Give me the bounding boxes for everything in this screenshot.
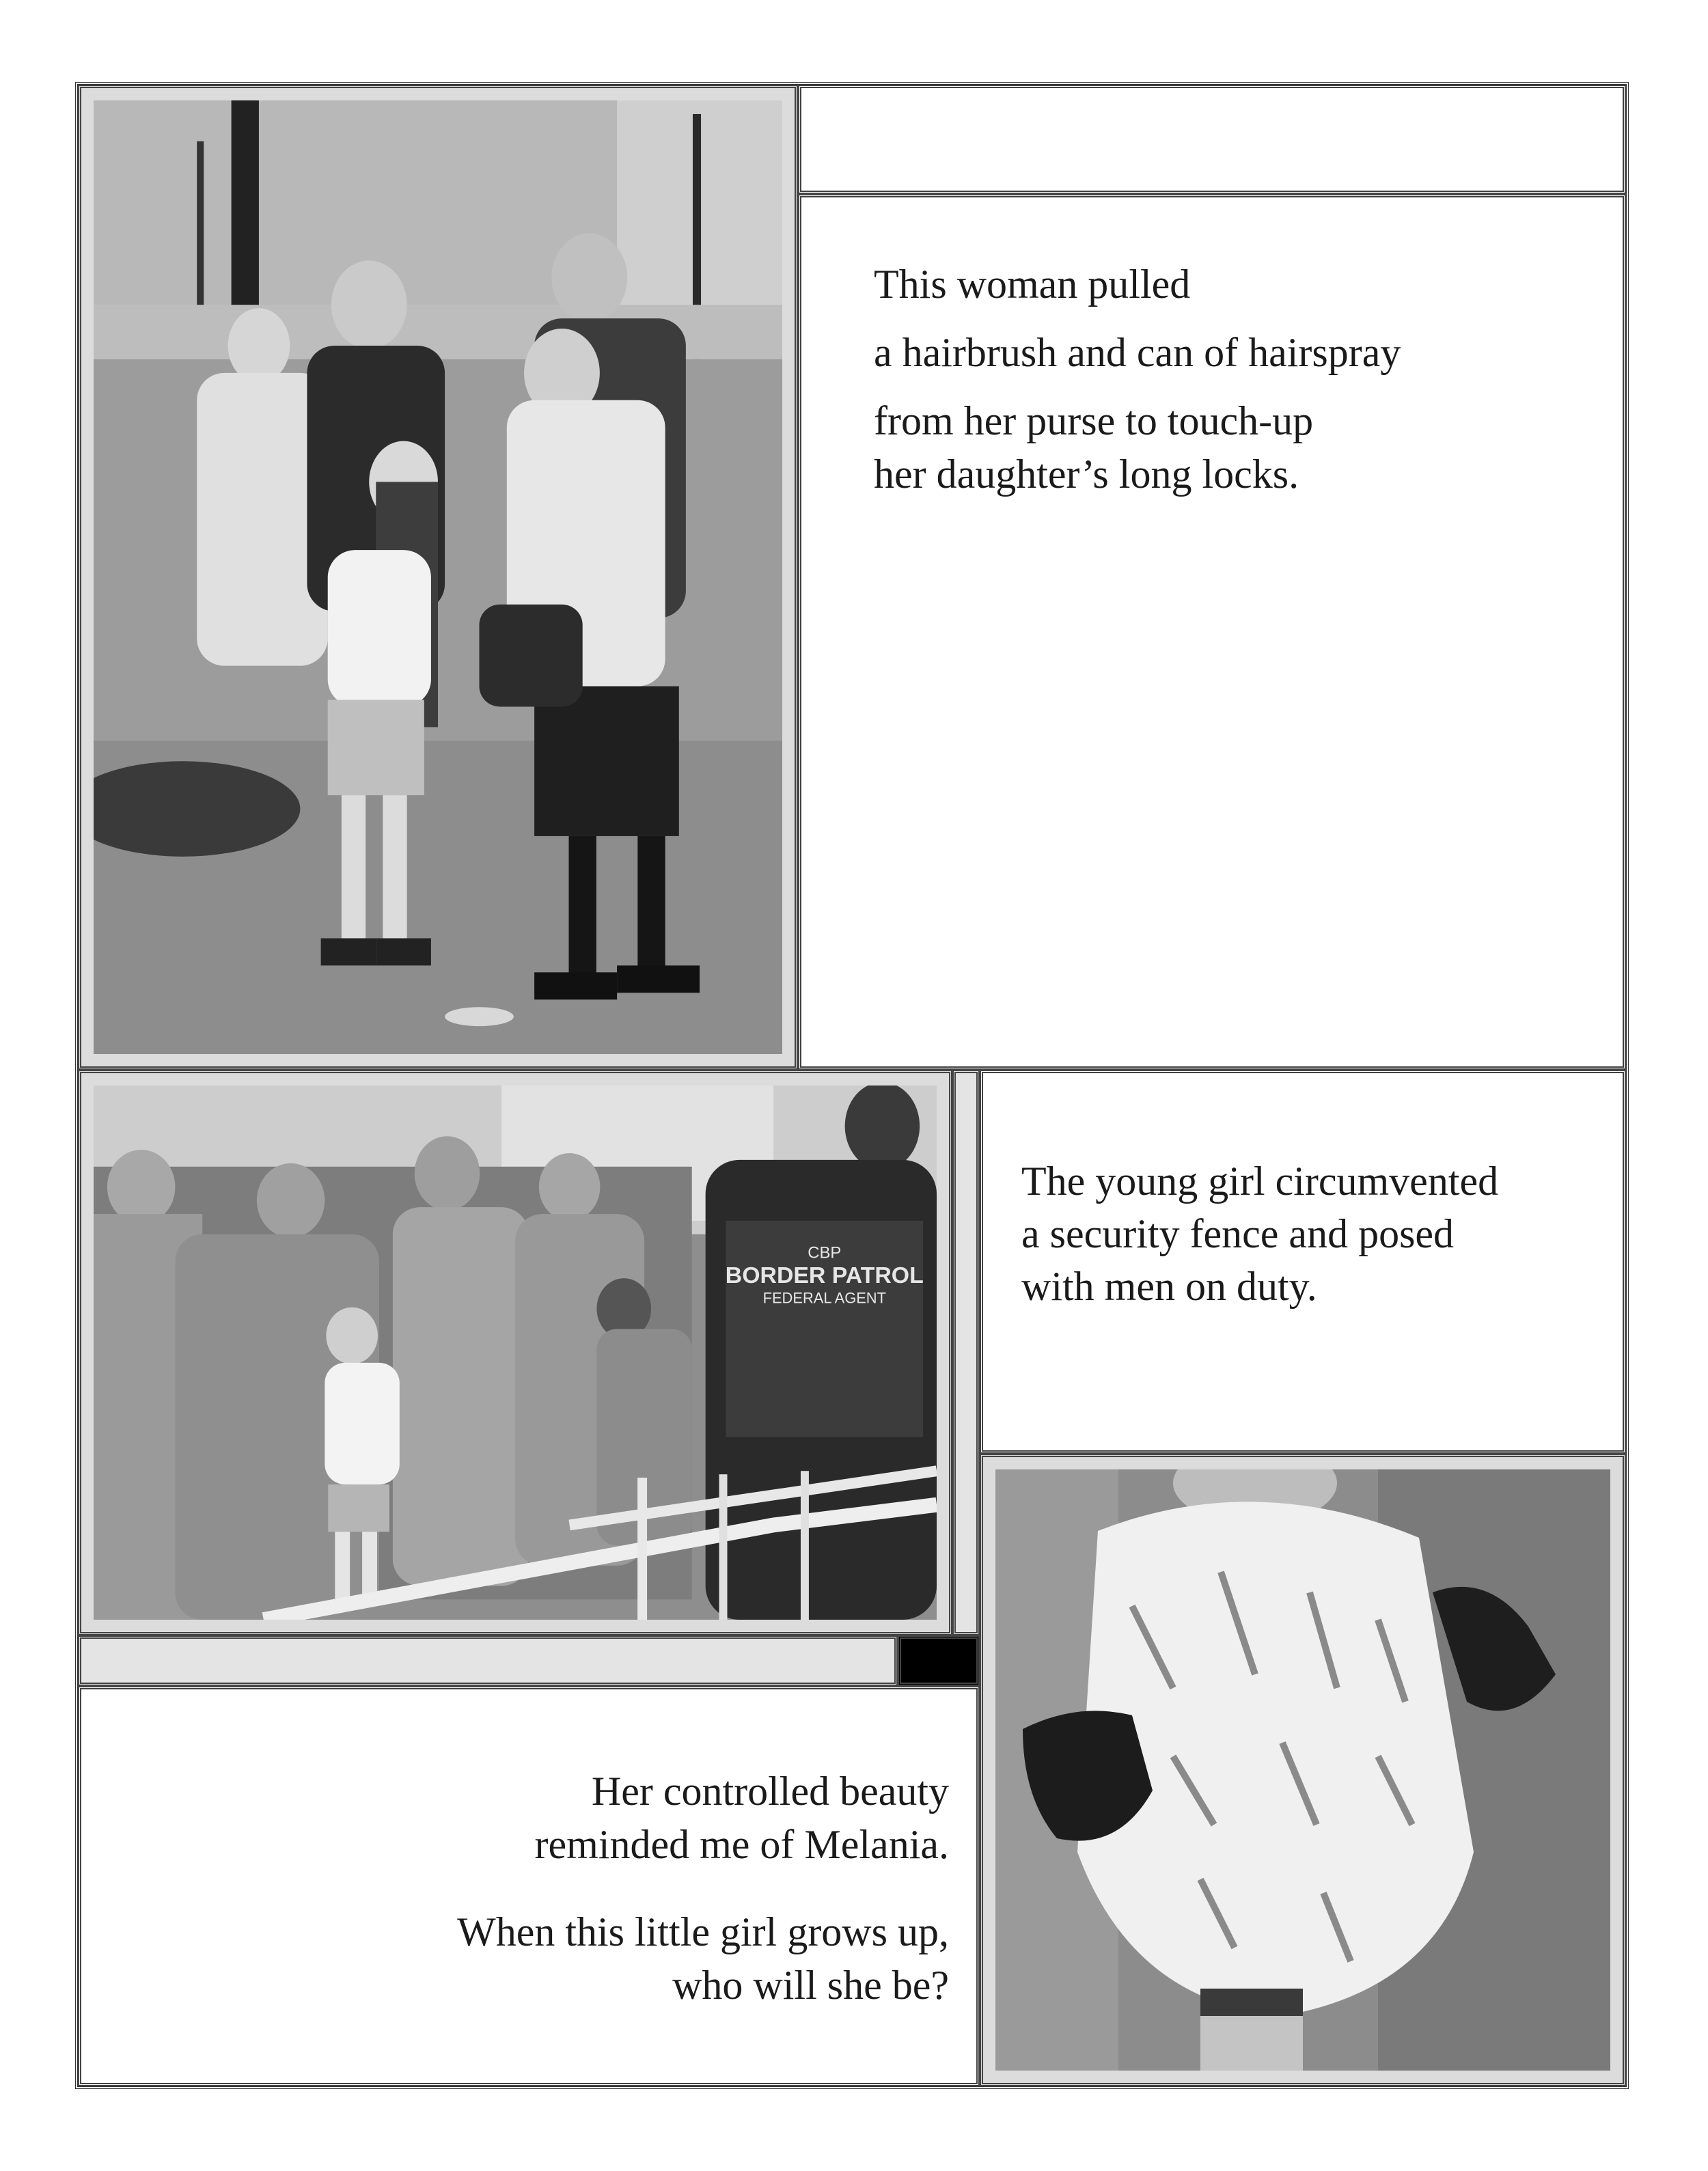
photo-closeup-fur-jacket xyxy=(995,1469,1610,2071)
caption-top-line-4: her daughter’s long locks. xyxy=(874,452,1299,497)
caption-bottom-line-4: who will she be? xyxy=(672,1963,949,2008)
vertical-grey-filler xyxy=(952,1070,980,1635)
caption-middle-line-1: The young girl circumvented xyxy=(1021,1159,1499,1204)
photo-panel-closeup xyxy=(980,1454,1626,2086)
caption-bottom-text xyxy=(457,1765,949,2012)
caption-top-line-3: from her purse to touch-up xyxy=(874,398,1314,443)
photo-mother-daughter xyxy=(94,100,782,1054)
caption-top-text xyxy=(874,258,1401,501)
caption-top-line-1: This woman pulled xyxy=(874,262,1191,307)
photo-soldiers xyxy=(94,1086,937,1620)
photo-panel-mother-daughter xyxy=(78,85,798,1070)
photo-panel-soldiers xyxy=(78,1070,952,1635)
caption-bottom-line-3: When this little girl grows up, xyxy=(457,1909,949,1954)
caption-middle-line-3: with men on duty. xyxy=(1021,1263,1317,1309)
vest-label-cbp: CBP xyxy=(808,1243,842,1262)
caption-bottom-line-2: reminded me of Melania. xyxy=(534,1822,949,1867)
black-block xyxy=(898,1635,980,1686)
caption-bottom-line-1: Her controlled beauty xyxy=(591,1769,949,1814)
vest-label-border-patrol: BORDER PATROL xyxy=(725,1262,924,1289)
vest-label-federal-agent: FEDERAL AGENT xyxy=(762,1289,887,1307)
horizontal-grey-filler xyxy=(78,1635,898,1686)
caption-panel-top xyxy=(798,194,1626,1070)
caption-panel-middle xyxy=(980,1070,1626,1454)
caption-middle-text xyxy=(1021,1155,1498,1312)
top-right-filler-panel xyxy=(798,85,1626,194)
caption-middle-line-2: a security fence and posed xyxy=(1021,1211,1455,1256)
caption-panel-bottom xyxy=(78,1686,980,2086)
caption-top-line-2: a hairbrush and can of hairspray xyxy=(874,330,1401,375)
